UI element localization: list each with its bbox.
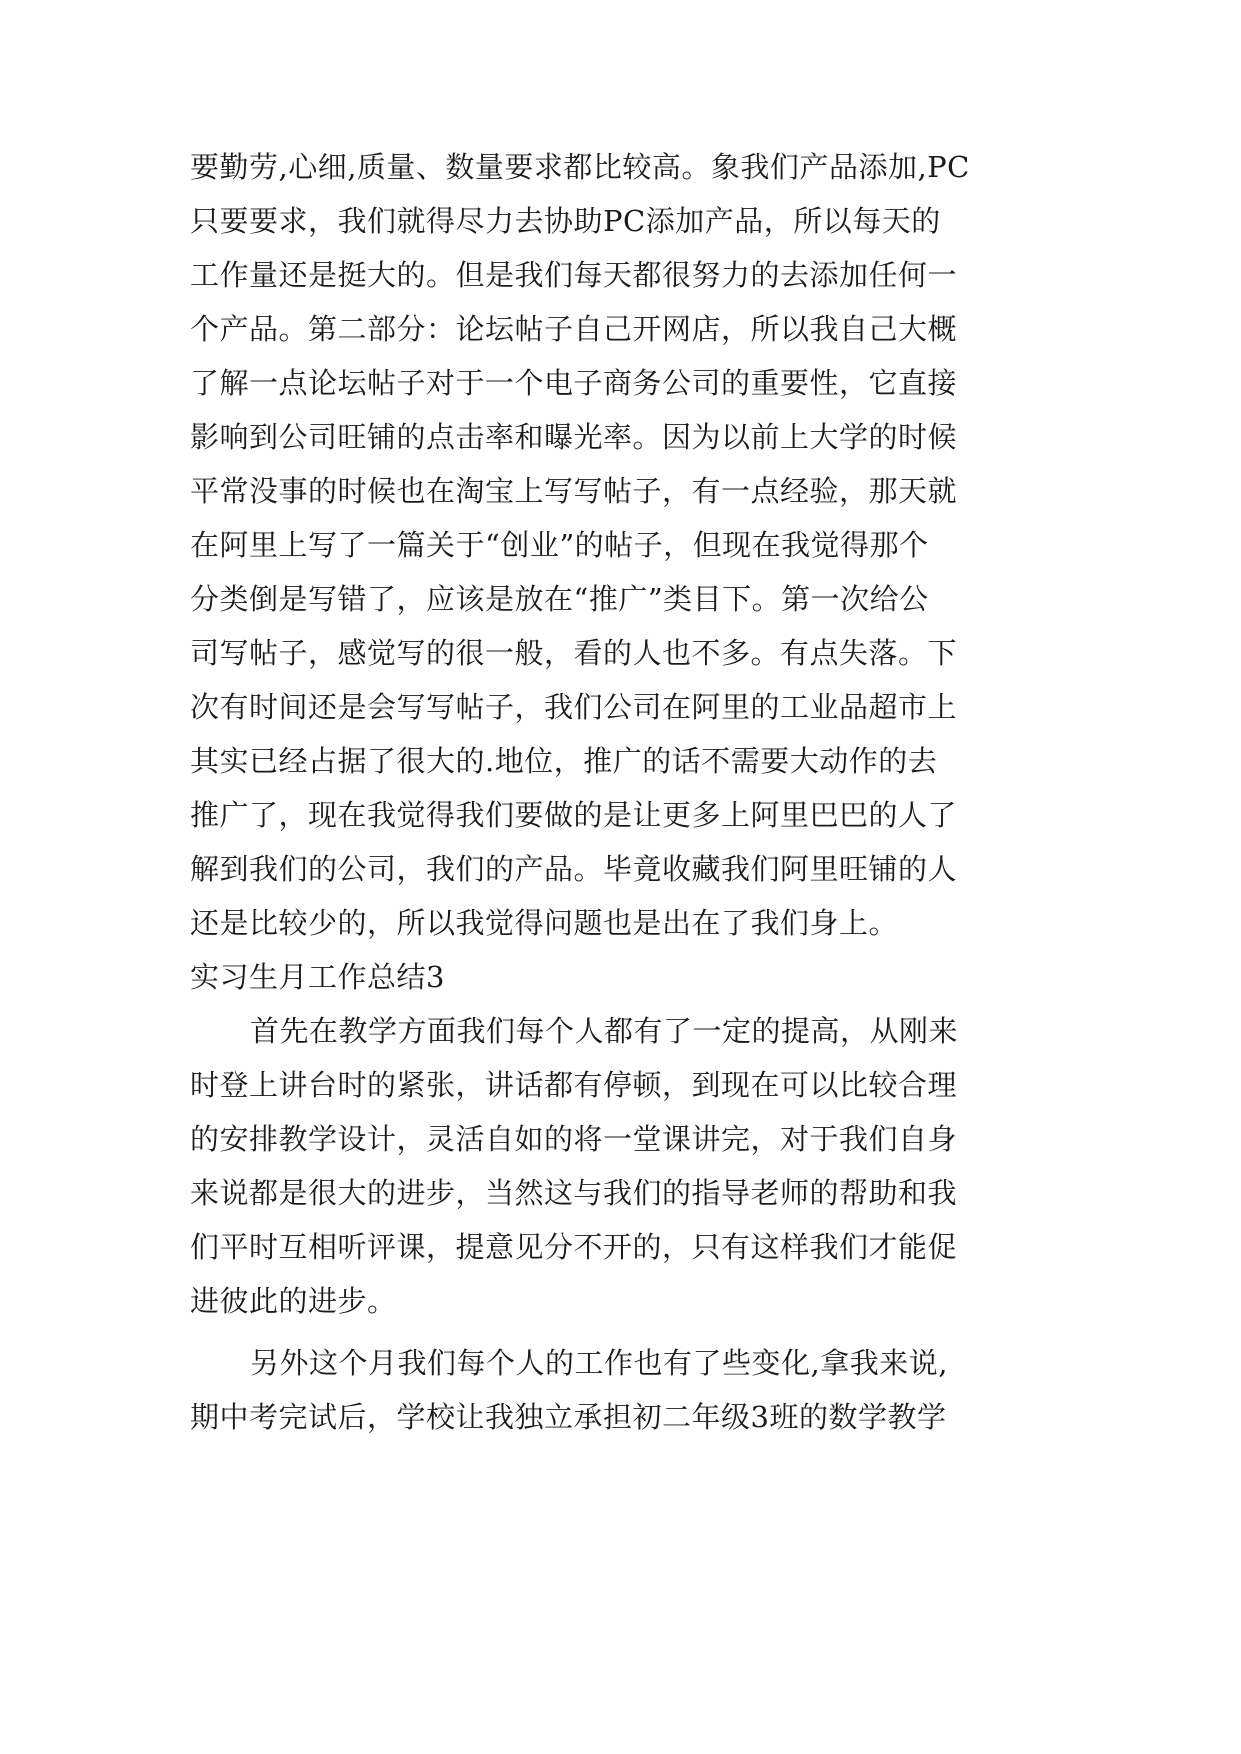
- text-line: 的安排教学设计，灵活自如的将一堂课讲完，对于我们自身: [190, 1122, 958, 1156]
- text-line: 还是比较少的，所以我觉得问题也是出在了我们身上。: [190, 906, 899, 940]
- text-line: 影响到公司旺铺的点击率和曝光率。因为以前上大学的时候: [190, 420, 958, 454]
- text-line: 司写帖子，感觉写的很一般，看的人也不多。有点失落。下: [190, 636, 958, 670]
- text-line: 要勤劳,心细,质量、数量要求都比较高。象我们产品添加,PC: [190, 150, 970, 184]
- text-line: 来说都是很大的进步，当然这与我们的指导老师的帮助和我: [190, 1176, 958, 1210]
- text-line: 期中考完试后，学校让我独立承担初二年级3班的数学教学: [190, 1400, 947, 1434]
- text-line: 们平时互相听评课，提意见分不开的，只有这样我们才能促: [190, 1230, 958, 1264]
- text-line: 个产品。第二部分：论坛帖子自己开网店，所以我自己大概: [190, 312, 958, 346]
- text-line: 分类倒是写错了，应该是放在“推广”类目下。第一次给公: [190, 582, 929, 616]
- text-line: 只要要求，我们就得尽力去协助PC添加产品，所以每天的: [190, 204, 941, 238]
- text-line: 进彼此的进步。: [190, 1284, 397, 1318]
- text-line: 次有时间还是会写写帖子，我们公司在阿里的工业品超市上: [190, 690, 958, 724]
- text-line: 平常没事的时候也在淘宝上写写帖子，有一点经验，那天就: [190, 474, 958, 508]
- text-line: 在阿里上写了一篇关于“创业”的帖子，但现在我觉得那个: [190, 528, 929, 562]
- text-line: 时登上讲台时的紧张，讲话都有停顿，到现在可以比较合理: [190, 1068, 958, 1102]
- text-line: 解到我们的公司，我们的产品。毕竟收藏我们阿里旺铺的人: [190, 852, 958, 886]
- text-line: 其实已经占据了很大的.地位，推广的话不需要大动作的去: [190, 744, 938, 778]
- text-line: 另外这个月我们每个人的工作也有了些变化,拿我来说,: [250, 1346, 948, 1380]
- text-line: 了解一点论坛帖子对于一个电子商务公司的重要性，它直接: [190, 366, 958, 400]
- text-line: 工作量还是挺大的。但是我们每天都很努力的去添加任何一: [190, 258, 958, 292]
- text-line: 推广了，现在我觉得我们要做的是让更多上阿里巴巴的人了: [190, 798, 958, 832]
- section-heading: 实习生月工作总结3: [190, 960, 445, 994]
- text-line: 首先在教学方面我们每个人都有了一定的提高，从刚来: [250, 1014, 959, 1048]
